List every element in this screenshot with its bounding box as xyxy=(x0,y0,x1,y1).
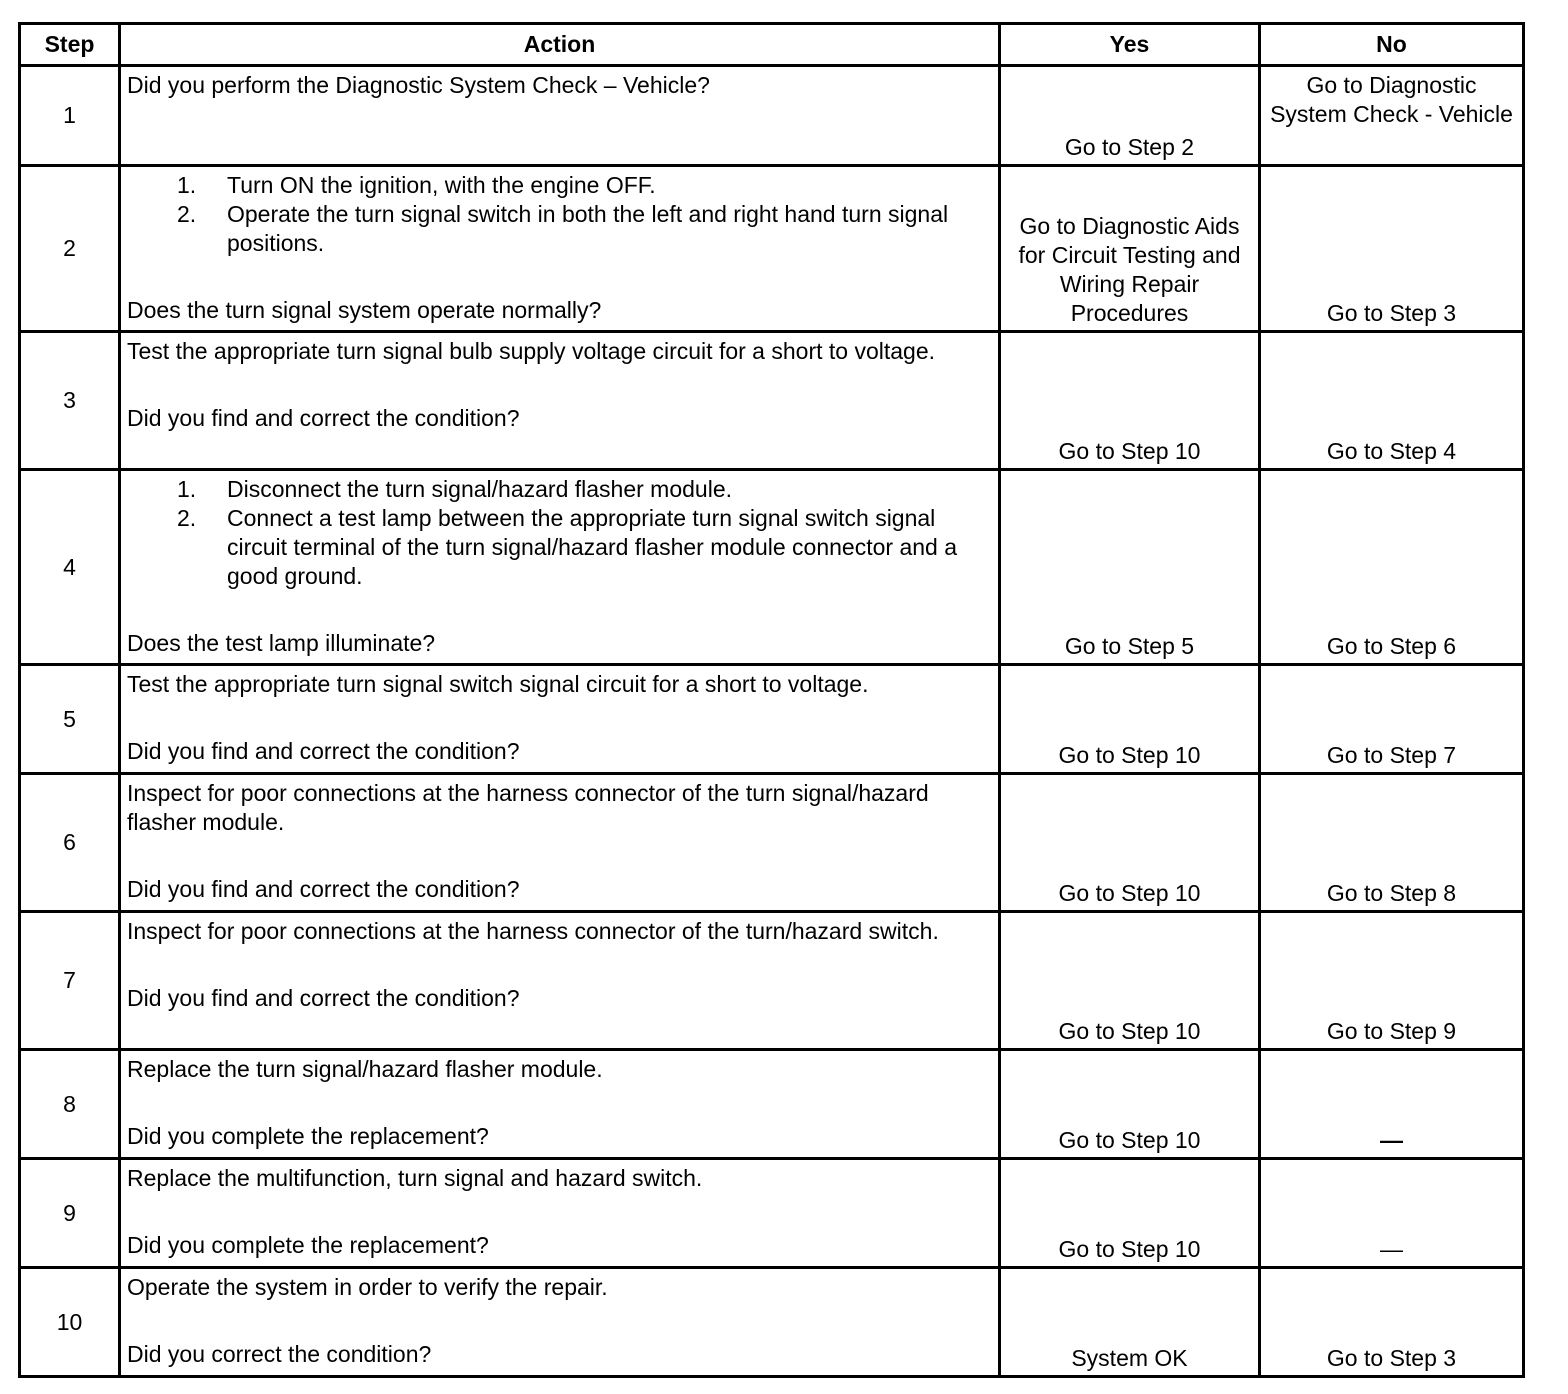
action-text: Test the appropriate turn signal switch signal circuit for a short to voltage. xyxy=(127,671,869,697)
yes-result: Go to Step 10 xyxy=(1000,912,1260,1050)
action-question: Did you complete the replacement? xyxy=(127,1232,489,1258)
yes-result: Go to Step 10 xyxy=(1000,1050,1260,1159)
action-step: 2. Operate the turn signal switch in both the left and right hand turn signal positions. xyxy=(177,201,949,256)
yes-result: Go to Step 10 xyxy=(1000,774,1260,912)
header-step: Step xyxy=(20,24,120,66)
action-cell xyxy=(120,332,1000,470)
step-number: 10 xyxy=(20,1268,120,1377)
action-cell xyxy=(120,912,1000,1050)
yes-result: Go to Step 10 xyxy=(1000,1159,1260,1268)
action-steps xyxy=(127,475,992,591)
action-step: 1. Disconnect the turn signal/hazard flasher module. xyxy=(177,476,733,502)
table-row xyxy=(20,66,1524,166)
action-step: 1. Turn ON the ignition, with the engine OFF. xyxy=(177,172,656,198)
yes-result: Go to Step 5 xyxy=(1000,470,1260,665)
yes-result: Go to Step 2 xyxy=(1000,66,1260,166)
action-cell xyxy=(120,665,1000,774)
yes-result: Go to Step 10 xyxy=(1000,332,1260,470)
step-number: 9 xyxy=(20,1159,120,1268)
action-text: Inspect for poor connections at the harness connector of the turn/hazard switch. xyxy=(127,918,939,944)
no-result: Go to Step 3 xyxy=(1260,1268,1524,1377)
yes-result: Go to Diagnostic Aids for Circuit Testing and Wiring Repair Procedures xyxy=(1000,166,1260,332)
table-row xyxy=(20,774,1524,912)
action-steps xyxy=(127,171,992,258)
table-row xyxy=(20,470,1524,665)
action-text: Replace the turn signal/hazard flasher module. xyxy=(127,1056,603,1082)
action-question: Did you find and correct the condition? xyxy=(127,985,520,1011)
no-result: Go to Step 9 xyxy=(1260,912,1524,1050)
table-row xyxy=(20,665,1524,774)
header-no: No xyxy=(1260,24,1524,66)
table-row xyxy=(20,1050,1524,1159)
step-number: 4 xyxy=(20,470,120,665)
step-number: 1 xyxy=(20,66,120,166)
diagnostic-table xyxy=(18,22,1525,1378)
table-row xyxy=(20,332,1524,470)
no-result: Go to Diagnostic System Check - Vehicle xyxy=(1260,66,1524,166)
no-result: — xyxy=(1260,1050,1524,1159)
no-result: Go to Step 4 xyxy=(1260,332,1524,470)
no-result: Go to Step 8 xyxy=(1260,774,1524,912)
yes-result: System OK xyxy=(1000,1268,1260,1377)
no-result: — xyxy=(1260,1159,1524,1268)
action-step: 2. Connect a test lamp between the appropriate turn signal switch signal circuit terminal of the turn signal/hazard flasher module connector and a good ground. xyxy=(177,505,958,589)
step-number: 8 xyxy=(20,1050,120,1159)
table-row xyxy=(20,912,1524,1050)
action-cell xyxy=(120,1268,1000,1377)
step-number: 3 xyxy=(20,332,120,470)
action-question: Did you find and correct the condition? xyxy=(127,738,520,764)
step-number: 6 xyxy=(20,774,120,912)
step-number: 5 xyxy=(20,665,120,774)
action-text: Replace the multifunction, turn signal and hazard switch. xyxy=(127,1165,703,1191)
header-yes: Yes xyxy=(1000,24,1260,66)
action-cell xyxy=(120,166,1000,332)
table-row xyxy=(20,1268,1524,1377)
action-question: Did you find and correct the condition? xyxy=(127,876,520,902)
no-result: Go to Step 6 xyxy=(1260,470,1524,665)
step-number: 2 xyxy=(20,166,120,332)
header-action: Action xyxy=(120,24,1000,66)
table-row xyxy=(20,166,1524,332)
action-text: Did you perform the Diagnostic System Check – Vehicle? xyxy=(127,72,710,98)
no-result: Go to Step 7 xyxy=(1260,665,1524,774)
yes-result: Go to Step 10 xyxy=(1000,665,1260,774)
action-cell xyxy=(120,774,1000,912)
action-question: Did you complete the replacement? xyxy=(127,1123,489,1149)
action-question: Did you correct the condition? xyxy=(127,1341,432,1367)
action-cell xyxy=(120,470,1000,665)
action-cell xyxy=(120,66,1000,166)
header-row xyxy=(20,24,1524,66)
action-text: Inspect for poor connections at the harness connector of the turn signal/hazard flasher module. xyxy=(127,780,929,835)
table-row xyxy=(20,1159,1524,1268)
no-result: Go to Step 3 xyxy=(1260,166,1524,332)
action-cell xyxy=(120,1159,1000,1268)
action-question: Does the test lamp illuminate? xyxy=(127,630,436,656)
action-question: Does the turn signal system operate normally? xyxy=(127,297,602,323)
action-text: Operate the system in order to verify the repair. xyxy=(127,1274,608,1300)
step-number: 7 xyxy=(20,912,120,1050)
action-cell xyxy=(120,1050,1000,1159)
action-text: Test the appropriate turn signal bulb supply voltage circuit for a short to voltage. xyxy=(127,338,936,364)
action-question: Did you find and correct the condition? xyxy=(127,405,520,431)
